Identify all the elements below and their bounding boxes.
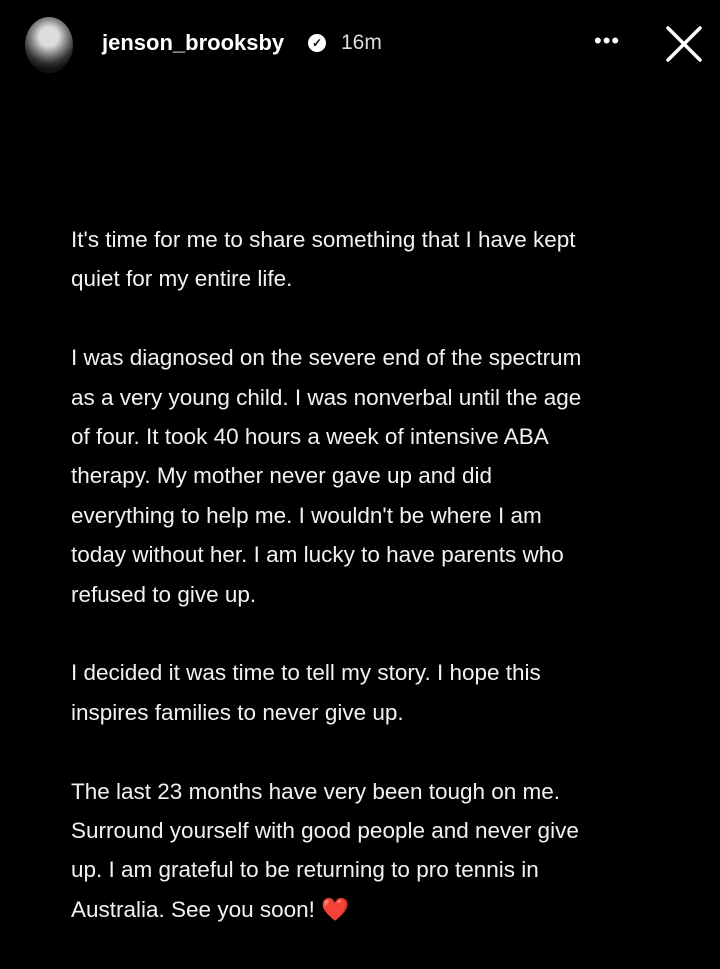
text-line: today without her. I am lucky to have parents who bbox=[71, 542, 564, 568]
story-text bbox=[71, 220, 691, 969]
timestamp: 16m bbox=[341, 31, 382, 54]
text-line: refused to give up. bbox=[71, 581, 257, 607]
text-line: therapy. My mother never gave up and did bbox=[71, 463, 493, 489]
text-line: everything to help me. I wouldn't be where I am bbox=[71, 502, 542, 528]
text-line: up. I am grateful to be returning to pro tennis in bbox=[71, 857, 539, 883]
text-line: It's time for me to share something that I have kept bbox=[71, 227, 576, 252]
username[interactable]: jenson_brooksby bbox=[102, 30, 285, 55]
paragraph bbox=[71, 653, 691, 732]
text-line: Australia. See you soon! ❤️ bbox=[71, 896, 350, 922]
heart-emoji-icon: ❤️ bbox=[314, 896, 350, 922]
text-line: inspires families to never give up. bbox=[71, 699, 404, 725]
text-line: quiet for my entire life. bbox=[71, 266, 293, 292]
more-options-button[interactable]: ••• bbox=[594, 28, 621, 53]
paragraph bbox=[71, 772, 691, 930]
text-line: as a very young child. I was nonverbal until the age bbox=[71, 384, 582, 410]
text-line: The last 23 months have very been tough on me. bbox=[71, 778, 561, 804]
text-line: I decided it was time to tell my story. I hope this bbox=[71, 660, 541, 686]
text-line: of four. It took 40 hours a week of intensive ABA bbox=[71, 424, 549, 450]
verified-badge-icon: ✓ bbox=[308, 34, 326, 52]
paragraph bbox=[71, 338, 691, 614]
avatar[interactable] bbox=[25, 17, 73, 73]
paragraph bbox=[71, 220, 691, 299]
story-header bbox=[0, 0, 720, 90]
text-line: I was diagnosed on the severe end of the spectrum bbox=[71, 345, 582, 371]
close-icon[interactable] bbox=[664, 24, 704, 64]
text-line: Surround yourself with good people and never give bbox=[71, 818, 579, 844]
